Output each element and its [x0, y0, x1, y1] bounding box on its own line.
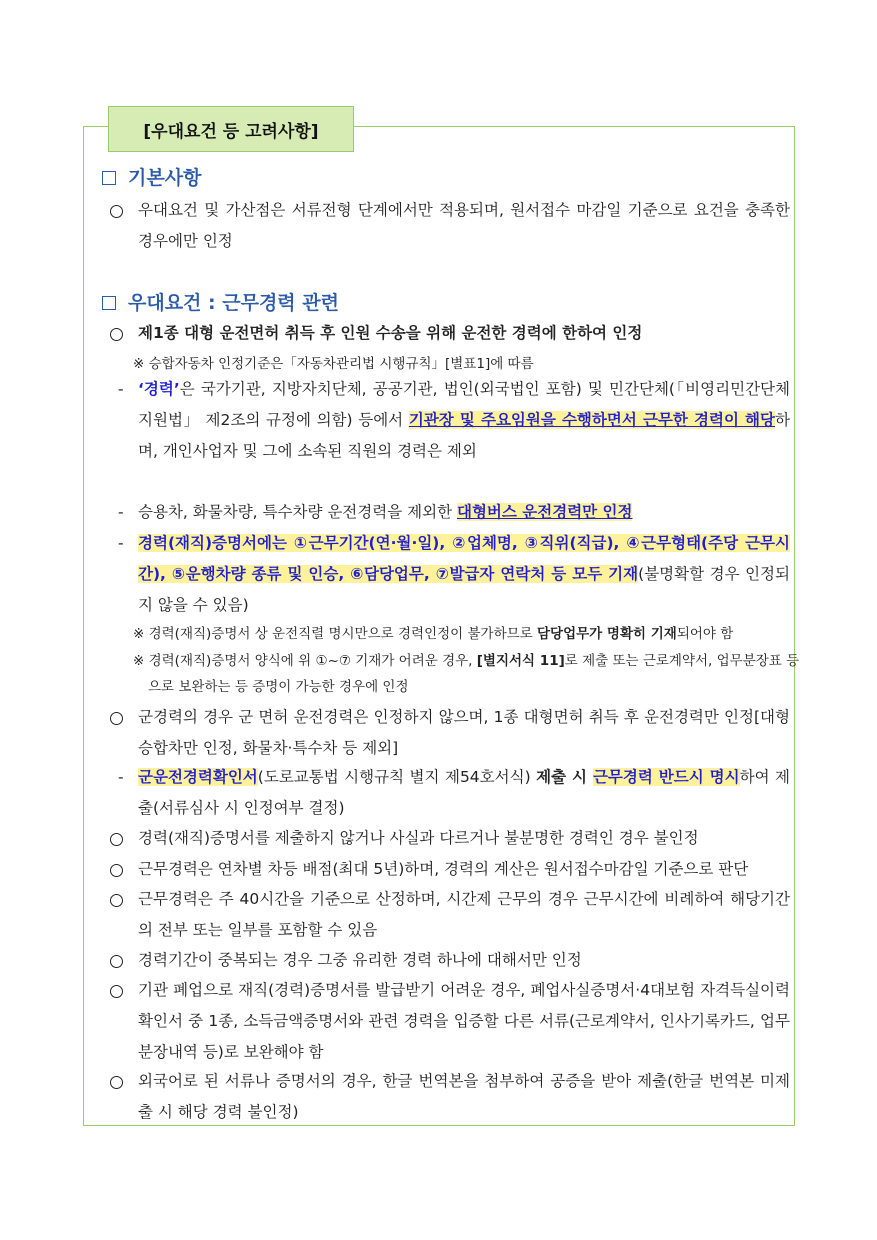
list-item: - 군운전경력확인서(도로교통법 시행규칙 별지 제54호서식) 제출 시 근무경력 반드시 명시하여 제출(서류심사 시 인정여부 결정) — [118, 768, 790, 817]
note: ※ 승합자동차 인정기준은「자동차관리법 시행규칙」[별표1]에 따름 — [133, 356, 534, 372]
list-item: - 경력(재직)증명서에는 ①근무기간(연·월·일), ②업체명, ③직위(직급), ④근무형태(주당 근무시간), ⑤운행차량 종류 및 인승, ⑥담당업무, ⑦발급자 연락처 등 모두 기재(불명확할 경우 인정되지 않을 수 있음) — [118, 534, 790, 614]
list-item: 외국어로 된 서류나 증명서의 경우, 한글 번역본을 첨부하여 공증을 받아 제출(한글 번역본 미제출 시 해당 경력 불인정) — [110, 1066, 790, 1128]
circle-bullet-icon — [110, 955, 123, 968]
circle-bullet-icon — [110, 864, 123, 877]
list-item: 우대요건 및 가산점은 서류전형 단계에서만 적용되며, 원서접수 마감일 기준으로 요건을 충족한 경우에만 인정 — [110, 195, 790, 257]
square-bullet-icon — [102, 296, 116, 310]
list-item: 제1종 대형 운전면허 취득 후 인원 수송을 위해 운전한 경력에 한하여 인정 — [110, 318, 790, 349]
circle-bullet-icon — [110, 833, 123, 846]
list-item: - 승용차, 화물차량, 특수차량 운전경력을 제외한 대형버스 운전경력만 인정 — [118, 503, 633, 521]
section-heading-basic: 기본사항 — [102, 163, 201, 190]
circle-bullet-icon — [110, 1076, 123, 1089]
note: ※ 경력(재직)증명서 양식에 위 ①~⑦ 기재가 어려운 경우, [별지서식 11]로 제출 또는 근로계약서, 업무분장표 등으로 보완하는 등 증명이 가능한 경우에 인정 — [133, 653, 800, 695]
circle-bullet-icon — [110, 205, 123, 218]
circle-bullet-icon — [110, 985, 123, 998]
circle-bullet-icon — [110, 712, 123, 725]
circle-bullet-icon — [110, 328, 123, 341]
circle-bullet-icon — [110, 894, 123, 907]
section-heading-career: 우대요건 : 근무경력 관련 — [102, 288, 339, 315]
list-item: - ‘경력’은 국가기관, 지방자치단체, 공공기관, 법인(외국법인 포함) 및 민간단체(「비영리민간단체지원법」 제2조의 규정에 의함) 등에서 기관장 및 주요임원을 수행하면서 근무한 경력이 해당하며, 개인사업자 및 그에 소속된 직원의 경력은 제외 — [118, 380, 790, 460]
list-item: 기관 폐업으로 재직(경력)증명서를 발급받기 어려운 경우, 폐업사실증명서·4대보험 자격득실이력확인서 중 1종, 소득금액증명서와 관련 경력을 입증할 다른 서류(근로계약서, 인사기록카드, 업무분장내역 등)로 보완해야 함 — [110, 975, 790, 1068]
list-item: 경력(재직)증명서를 제출하지 않거나 사실과 다르거나 불분명한 경력인 경우 불인정 — [110, 823, 790, 854]
section-title-box: [우대요건 등 고려사항] — [108, 106, 354, 152]
list-item: 경력기간이 중복되는 경우 그중 유리한 경력 하나에 대해서만 인정 — [110, 945, 790, 976]
list-item: 군경력의 경우 군 면허 운전경력은 인정하지 않으며, 1종 대형면허 취득 후 운전경력만 인정[대형 승합차만 인정, 화물차·특수차 등 제외] — [110, 702, 790, 764]
square-bullet-icon — [102, 171, 116, 185]
note: ※ 경력(재직)증명서 상 운전직렬 명시만으로 경력인정이 불가하므로 담당업무가 명확히 기재되어야 함 — [133, 626, 734, 642]
list-item: 근무경력은 연차별 차등 배점(최대 5년)하며, 경력의 계산은 원서접수마감일 기준으로 판단 — [110, 854, 790, 885]
list-item: 근무경력은 주 40시간을 기준으로 산정하며, 시간제 근무의 경우 근무시간에 비례하여 해당기간의 전부 또는 일부를 포함할 수 있음 — [110, 884, 790, 946]
